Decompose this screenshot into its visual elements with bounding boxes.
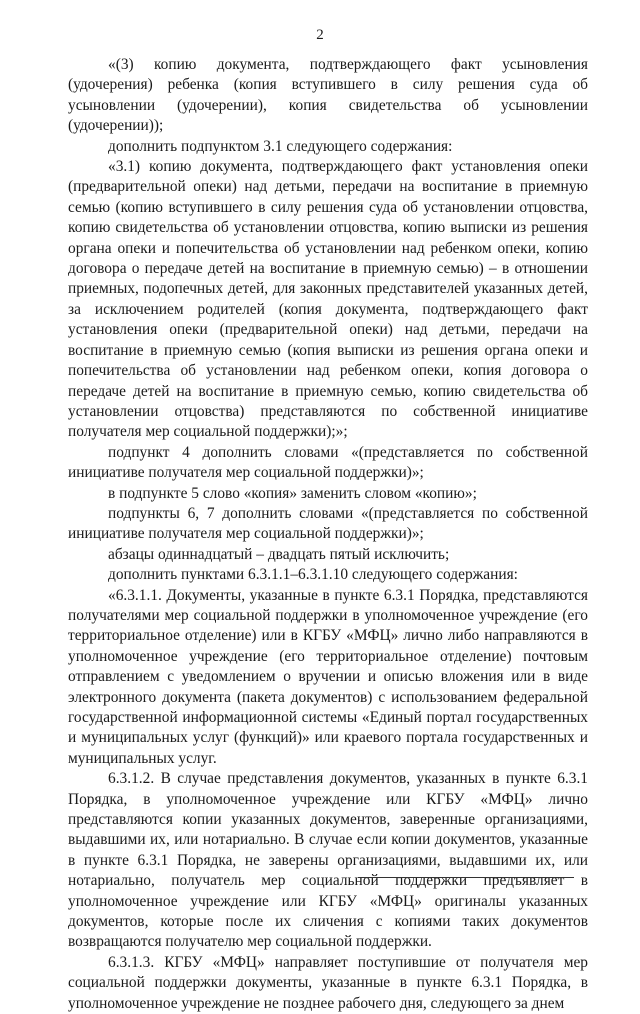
paragraph: 6.3.1.2. В случае представления документов, указанных в пункте 6.3.1 Порядка, в уполномоченное учреждение или КГБУ «МФЦ» лично представляются копии указанных документов, заверенные организациями, выдавшими их, или нотариально. В случае если копии документов, указанные в пункте 6.3.1 Порядка, не заверены организациями, выдавшими их, или нотариально, получатель мер социальной поддержки предъявляет в уполномоченное учреждение или КГБУ «МФЦ» оригиналы указанных документов, которые после их сличения с копиями таких документов возвращаются получателю мер социальной поддержки. (68, 770, 588, 951)
paragraph: «(3) копию документа, подтверждающего факт усыновления (удочерения) ребенка (копия вступившего в силу решения суда об усыновлении (удочерении), копия свидетельства об усыновлении (удочерении)); (68, 56, 588, 135)
paragraph: «3.1) копию документа, подтверждающего факт установления опеки (предварительной опеки) над детьми, передачи на воспитание в приемную семью (копию вступившего в силу решения суда об установлении отцовства, копию свидетельства об установлении отцовства, копию выписки из решения органа опеки и попечительства об установлении над ребенком опеки, копию договора о передаче детей на воспитание в приемную семью) – в отношении приемных, подопечных детей, для законных представителей указанных детей, за исключением родителей (копия документа, подтверждающего факт установления опеки (предварительной опеки) над детьми, передачи на воспитание в приемную семью (копия выписки из решения органа опеки и попечительства об установлении над ребенком опеки, копия договора о передаче детей на воспитание в приемную семью, копию свидетельства об установлении отцовства) представляются по собственной инициативе получателя мер социальной поддержки);»; (68, 158, 588, 441)
paragraph: дополнить подпунктом 3.1 следующего содержания: (108, 137, 453, 155)
paragraph: подпункты 6, 7 дополнить словами «(представляется по собственной инициативе получателя мер социальной поддержки)»; (68, 504, 588, 543)
paragraph: дополнить пунктами 6.3.1.1–6.3.1.10 следующего содержания: (108, 566, 518, 584)
footer-rule (358, 877, 574, 878)
paragraph: «6.3.1.1. Документы, указанные в пункте 6.3.1 Порядка, представляются получателями мер социальной поддержки в уполномоченное учреждение (его территориальное отделение) или в КГБУ «МФЦ» лично либо направляются в уполномоченное учреждение (его территориальное отделение) почтовым отправлением с уведомлением о вручении и описью вложения или в виде электронного документа (пакета документов) с использованием федеральной государственной информационной системы «Единый портал государственных и муниципальных услуг (функций)» или краевого портала государственных и муниципальных услуг. (68, 586, 588, 767)
paragraph: подпункт 4 дополнить словами «(представляется по собственной инициативе получателя мер социальной поддержки)»; (68, 443, 588, 482)
paragraph: абзацы одиннадцатый – двадцать пятый исключить; (108, 545, 450, 563)
document-body (68, 55, 588, 1014)
paragraph: в подпункте 5 слово «копия» заменить словом «копию»; (108, 484, 477, 502)
page-number: 2 (316, 27, 324, 43)
paragraph: 6.3.1.3. КГБУ «МФЦ» направляет поступившие от получателя мер социальной поддержки документы, указанные в пункте 6.3.1 Порядка, в уполномоченное учреждение не позднее рабочего дня, следующего за днем (68, 953, 588, 1012)
